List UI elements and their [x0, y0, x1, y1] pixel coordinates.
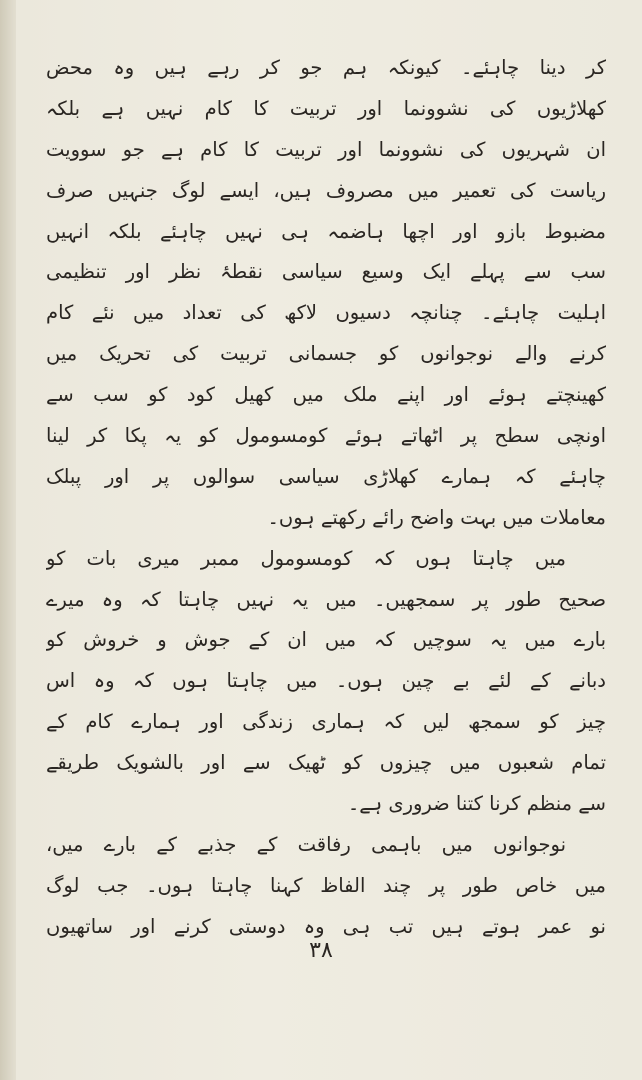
text-line-9: کھینچتے ہوئے اور اپنے ملک میں کھیل کود کو سب سے: [46, 383, 606, 407]
text-line-8: کرنے والے نوجوانوں کو جسمانی تربیت کی تحریک میں: [46, 342, 606, 366]
text-line-18: تمام شعبوں میں چیزوں کو ٹھیک سے اور بالشویک طریقے: [46, 751, 606, 775]
text-line-5: مضبوط بازو اور اچھا ہاضمہ ہی نہیں چاہئے بلکہ انہیں: [46, 219, 606, 243]
text-line-20: نوجوانوں میں باہمی رفاقت کے جذبے کے بارے میں،: [46, 832, 566, 856]
text-line-19: سے منظم کرنا کتنا ضروری ہے۔: [347, 792, 606, 816]
text-line-15: بارے میں یہ سوچیں کہ میں ان کے جوش و خروش کو: [46, 628, 606, 652]
text-line-6: سب سے پہلے ایک وسیع سیاسی نقطۂ نظر اور تنظیمی: [46, 260, 606, 284]
text-line-3: ان شہریوں کی نشوونما اور تربیت کا کام ہے جو سوویت: [46, 137, 606, 161]
page-binding-edge: [0, 0, 16, 1080]
text-line-11: چاہئے کہ ہمارے کھلاڑی سیاسی سوالوں پر اور پبلک: [46, 464, 606, 488]
text-line-17: چیز کو سمجھ لیں کہ ہماری زندگی اور ہمارے کام کے: [46, 710, 606, 734]
text-line-1: کر دینا چاہئے۔ کیونکہ ہم جو کر رہے ہیں وہ محض: [46, 56, 606, 79]
text-line-13: میں چاہتا ہوں کہ کومسومول ممبر میری بات کو: [46, 546, 566, 570]
text-line-7: اہلیت چاہئے۔ چنانچہ دسیوں لاکھ کی تعداد میں نئے کام: [46, 301, 606, 325]
text-line-2: کھلاڑیوں کی نشوونما اور تربیت کا کام نہیں ہے بلکہ: [46, 96, 606, 120]
page-number: ۳۸: [309, 938, 333, 963]
urdu-text-body: [46, 48, 606, 948]
text-line-4: ریاست کی تعمیر میں مصروف ہیں، ایسے لوگ جنہیں صرف: [46, 178, 606, 202]
text-line-21: میں خاص طور پر چند الفاظ کہنا چاہتا ہوں۔ جب لوگ: [46, 873, 606, 897]
text-line-16: دبانے کے لئے بے چین ہوں۔ میں چاہتا ہوں کہ وہ اس: [46, 669, 606, 693]
text-line-22: نو عمر ہوتے ہیں تب ہی وہ دوستی کرنے اور ساتھیوں: [46, 914, 606, 938]
text-line-12: معاملات میں بہت واضح رائے رکھتے ہوں۔: [267, 505, 606, 529]
text-line-14: صحیح طور پر سمجھیں۔ میں یہ نہیں چاہتا کہ وہ میرے: [46, 587, 606, 611]
text-line-10: اونچی سطح پر اٹھاتے ہوئے کومسومول کو یہ پکا کر لینا: [46, 424, 606, 448]
